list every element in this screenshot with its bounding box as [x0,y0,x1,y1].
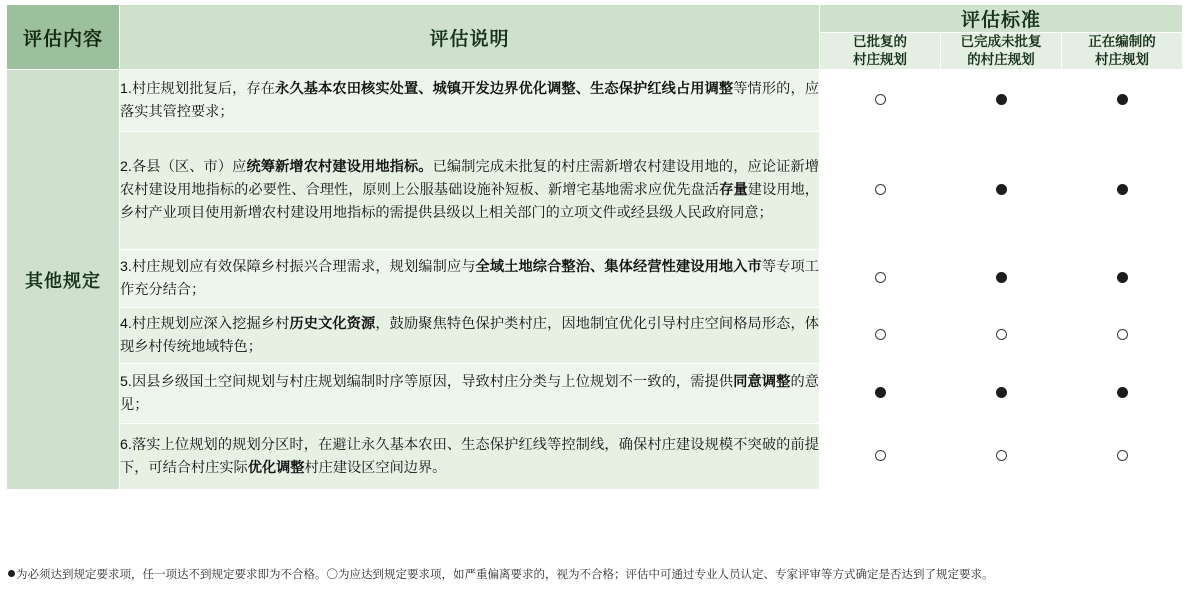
evaluation-table-page [0,4,1200,591]
hollow-circle-icon [875,329,886,340]
criteria-mark-cell [1062,364,1183,424]
header-row-top [7,5,1183,33]
body-text: 6.落实上位规划的规划分区时，在避让永久基本农田、生态保护红线等控制线，确保村庄建设规模不突破的前提下，可结合村庄实际 [120,436,819,476]
header-desc-col: 评估说明 [120,5,820,70]
criteria-mark-cell [1062,132,1183,250]
row-description [120,132,820,250]
criteria-mark-cell [1062,250,1183,308]
table-row [7,424,1183,490]
criteria-approved-line1: 已批复的 [853,34,907,49]
body-text: 建设用地，乡村产业项目使用新增农村建设用地指标的需提供县级以上相关部门的立项文件或经县级人民政府同意； [120,182,819,222]
header-criteria-in-progress [1062,33,1183,70]
table-row [7,364,1183,424]
criteria-mark-cell [820,132,941,250]
body-text: 4.村庄规划应深入挖掘乡村 [120,315,290,332]
body-text: 的意见； [120,373,819,413]
emphasis-text: 统筹新增农村建设用地指标。 [246,159,433,176]
criteria-inprogress-line2: 村庄规划 [1095,52,1149,68]
row-description [120,364,820,424]
criteria-mark-cell [941,132,1062,250]
criteria-completed-line2: 的村庄规划 [967,52,1035,68]
row-description [120,70,820,132]
body-text: 2.各县（区、市）应 [120,159,247,176]
hollow-circle-icon [1117,450,1128,461]
hollow-circle-icon [875,94,886,105]
criteria-mark-cell [1062,308,1183,364]
emphasis-text: 永久基本农田核实处置、城镇开发边界优化调整、生态保护红线占用调整 [275,80,734,97]
body-text: 已编制完成未批复的村庄需新增农村建设用地的，应论证新增农村建设用地指标的必要性、合理性，原则上公服基础设施补短板、新增宅基地需求应优先盘活 [120,159,819,199]
criteria-mark-cell [820,424,941,490]
emphasis-text: 全域土地综合整治、集体经营性建设用地入市 [475,258,762,275]
evaluation-criteria-table [6,4,1183,490]
filled-circle-icon [875,387,886,398]
filled-circle-icon [996,184,1007,195]
body-text: 等情形的，应落实其管控要求； [120,80,819,120]
criteria-mark-cell [941,424,1062,490]
table-body [7,70,1183,490]
criteria-mark-cell [1062,70,1183,132]
hollow-circle-icon [1117,329,1128,340]
filled-circle-icon [1117,387,1128,398]
hollow-circle-icon [996,329,1007,340]
criteria-inprogress-line1: 正在编制的 [1088,34,1156,49]
criteria-mark-cell [820,308,941,364]
filled-circle-icon [996,387,1007,398]
filled-circle-icon [8,570,15,577]
row-description [120,424,820,490]
criteria-mark-cell [941,250,1062,308]
emphasis-text: 历史文化资源 [289,315,376,332]
row-description [120,308,820,364]
row-group-label: 其他规定 [7,70,120,490]
emphasis-text: 同意调整 [733,373,791,390]
hollow-circle-icon [875,272,886,283]
emphasis-text: 存量 [719,182,748,199]
emphasis-text: 优化调整 [247,459,305,476]
hollow-circle-icon [996,450,1007,461]
criteria-mark-cell [941,70,1062,132]
body-text: 等专项工作充分结合； [120,258,819,298]
filled-circle-icon [1117,184,1128,195]
table-row [7,308,1183,364]
hollow-circle-icon [875,184,886,195]
filled-circle-icon [1117,272,1128,283]
header-criteria-group: 评估标准 [820,5,1183,33]
table-row [7,70,1183,132]
table-header [7,5,1183,70]
hollow-circle-icon [875,450,886,461]
header-content-col: 评估内容 [7,5,120,70]
criteria-mark-cell [941,364,1062,424]
filled-circle-icon [996,272,1007,283]
body-text: ，鼓励聚焦特色保护类村庄，因地制宜优化引导村庄空间格局形态，体现乡村传统地域特色； [120,315,819,355]
table-row [7,132,1183,250]
criteria-mark-cell [1062,424,1183,490]
body-text: 1.村庄规划批复后，存在 [120,80,276,97]
criteria-mark-cell [820,70,941,132]
body-text: 5.因县乡级国土空间规划与村庄规划编制时序等原因，导致村庄分类与上位规划不一致的，需提供 [120,373,734,390]
criteria-completed-line1: 已完成未批复 [960,34,1042,49]
row-description [120,250,820,308]
criteria-mark-cell [820,364,941,424]
table-footnote [8,568,1193,583]
header-criteria-completed-unapproved [941,33,1062,70]
body-text: 3.村庄规划应有效保障乡村振兴合理需求，规划编制应与 [120,258,476,275]
filled-circle-icon [996,94,1007,105]
header-criteria-approved [820,33,941,70]
filled-circle-icon [1117,94,1128,105]
criteria-mark-cell [941,308,1062,364]
table-row [7,250,1183,308]
criteria-mark-cell [820,250,941,308]
criteria-approved-line2: 村庄规划 [853,52,907,68]
body-text: 村庄建设区空间边界。 [304,459,447,476]
footnote-text: 为必须达到规定要求项，任一项达不到规定要求即为不合格。〇为应达到规定要求项，如严重偏离要求的，视为不合格；评估中可通过专业人员认定、专家评审等方式确定是否达到了规定要求。 [16,569,994,582]
